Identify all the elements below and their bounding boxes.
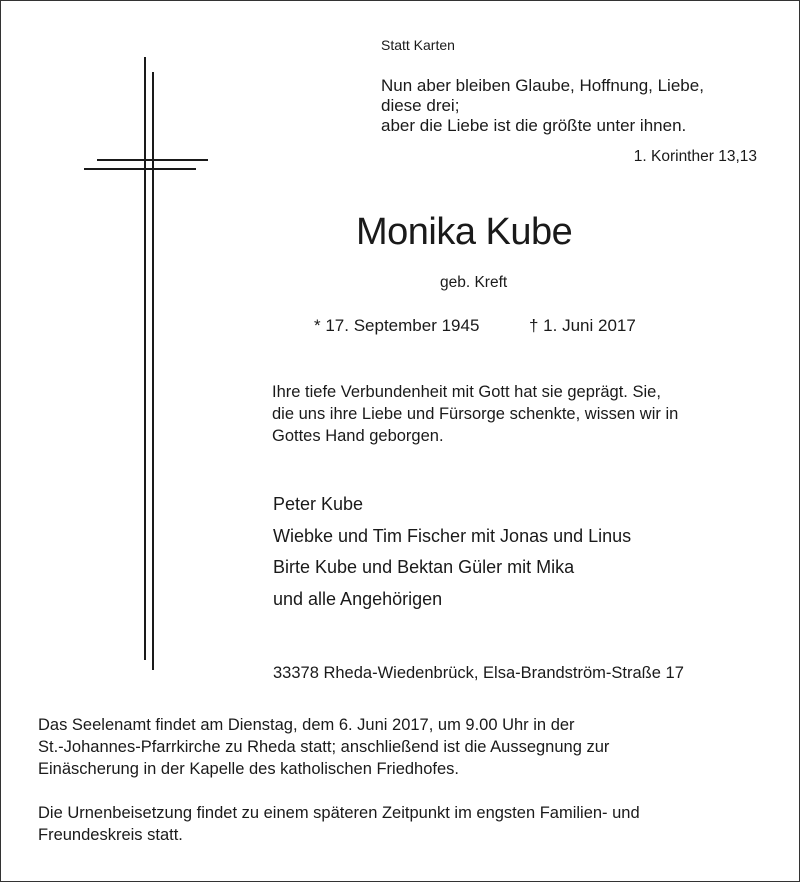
family-member: Wiebke und Tim Fischer mit Jonas und Linus [273, 526, 632, 546]
birth-date: * 17. September 1945 [314, 316, 480, 335]
verse-reference: 1. Korinther 13,13 [633, 148, 757, 165]
statt-karten-note: Statt Karten [381, 37, 455, 53]
family-member: Peter Kube [273, 494, 364, 514]
verse-line: diese drei; [381, 96, 460, 115]
verse-line: Nun aber bleiben Glaube, Hoffnung, Liebe, [381, 76, 704, 95]
family-member: und alle Angehörigen [273, 589, 443, 609]
family-address: 33378 Rheda-Wiedenbrück, Elsa-Brandström-Straße 17 [273, 664, 684, 682]
verse-line: aber die Liebe ist die größte unter ihnen. [381, 116, 687, 135]
service-line: Einäscherung in der Kapelle des katholischen Friedhofes. [38, 760, 460, 778]
tribute-line: Gottes Hand geborgen. [272, 427, 444, 445]
burial-line: Freundeskreis statt. [38, 826, 183, 844]
burial-line: Die Urnenbeisetzung findet zu einem späteren Zeitpunkt im engsten Familien- und [38, 804, 640, 822]
service-line: Das Seelenamt findet am Dienstag, dem 6. Juni 2017, um 9.00 Uhr in der [38, 716, 575, 734]
deceased-name: Monika Kube [356, 211, 573, 253]
service-line: St.-Johannes-Pfarrkirche zu Rheda statt; anschließend ist die Aussegnung zur [38, 738, 610, 756]
family-member: Birte Kube und Bektan Güler mit Mika [273, 557, 575, 577]
tribute-line: die uns ihre Liebe und Fürsorge schenkte, wissen wir in [272, 405, 679, 423]
death-date: † 1. Juni 2017 [529, 316, 636, 335]
tribute-line: Ihre tiefe Verbundenheit mit Gott hat sie geprägt. Sie, [272, 383, 661, 401]
birth-name: geb. Kreft [440, 274, 508, 291]
